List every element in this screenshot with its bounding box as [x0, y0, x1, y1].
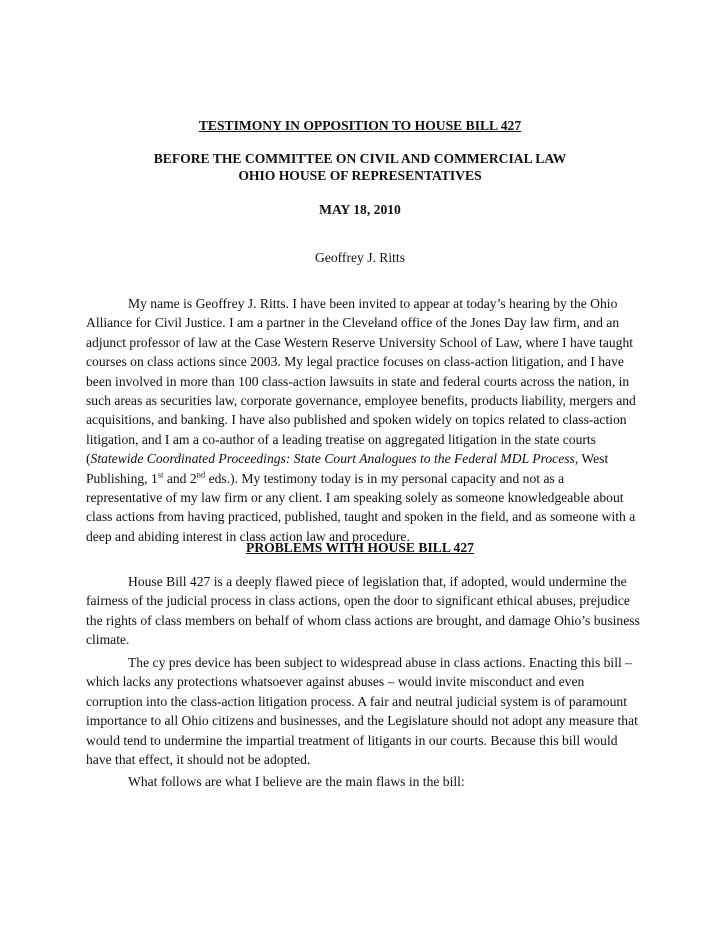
- committee-line: BEFORE THE COMMITTEE ON CIVIL AND COMMERCIAL LAW: [153, 151, 567, 166]
- paragraph-cy-pres: The cy pres device has been subject to widespread abuse in class actions. Enacting this bill – which lacks any protections whatsoever against abuses – would invite misconduct and even corruption into the class-action litigation process. A fair and neutral judicial system is of paramount importance to all Ohio citizens and businesses, and the Legislature should not adopt any measure that would tend to undermine the impartial treatment of litigants in our courts. Because this bill would have that effect, it should not be adopted.: [86, 655, 638, 768]
- document-title: TESTIMONY IN OPPOSITION TO HOUSE BILL 427: [198, 118, 522, 133]
- intro-text-2: , West Publishing, 1: [86, 451, 609, 486]
- intro-text-3: and 2: [163, 470, 197, 486]
- ordinal-second: nd: [196, 469, 206, 480]
- paragraph-bill-flaws: House Bill 427 is a deeply flawed piece of legislation that, if adopted, would undermine the fairness of the judicial process in class actions, open the door to significant ethical abuses, prejudice the rights of class members on behalf of whom class actions are brought, and damage Ohio’s business climate.: [86, 574, 640, 648]
- paragraph-main-flaws: What follows are what I believe are the main flaws in the bill:: [128, 774, 465, 789]
- ordinal-first: st: [157, 469, 164, 480]
- intro-text-1: My name is Geoffrey J. Ritts. I have been invited to appear at today’s hearing by the Ohio Alliance for Civil Justice. I am a partner in the Cleveland office of the Jones Day law firm, and an adjunct professor of law at the Case Western Reserve University School of Law, where I have taught courses on class actions since 2003. My legal practice focuses on class-action litigation, and I have been involved in more than 100 class-action lawsuits in state and federal courts across the nation, in such areas as securities law, corporate governance, employee benefits, products liability, mergers and acquisitions, and banking. I have also published and spoken widely on topics related to class-action litigation, and I am a co-author of a leading treatise on aggregated litigation in the state courts (: [86, 296, 636, 467]
- author-name: Geoffrey J. Ritts: [315, 250, 405, 265]
- treatise-title: Statewide Coordinated Proceedings: State Court Analogues to the Federal MDL Process: [90, 451, 575, 467]
- intro-paragraph: [86, 294, 642, 546]
- section-heading: PROBLEMS WITH HOUSE BILL 427: [246, 540, 474, 555]
- intro-text-4: eds.). My testimony today is in my personal capacity and not as a representative of my law firm or any client. I am speaking solely as someone knowledgeable about class actions from having practiced, published, taught and spoken in the field, and as someone with a deep and abiding interest in class action law and procedure.: [86, 470, 636, 544]
- document-date: MAY 18, 2010: [319, 202, 401, 217]
- house-line: OHIO HOUSE OF REPRESENTATIVES: [238, 168, 482, 183]
